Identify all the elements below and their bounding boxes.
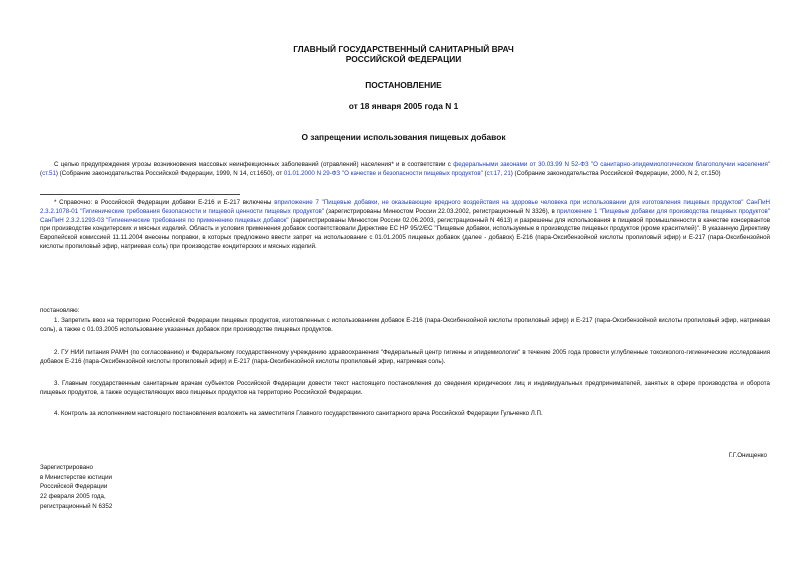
item-4: 4. Контроль за исполнением настоящего постановления возложить на заместителя Главного государственного санитарного врача Российской Федерации Гульченко Л.П. (54, 410, 543, 417)
item-2: 2. ГУ НИИ питания РАМН (по согласованию) и Федеральному государственному учреждению здравоохранения "Федеральный центр гигиены и эпидемиологии" в течение 2005 года провести углубленные токсиколого-гигиенические исследования добавок Е-216 (пара-Оксибензойной кислоты пропиловый эфир) и Е-217 (пара-Оксибензойной кислоты пропиловый эфир, натриевая соль). (40, 349, 770, 365)
document-title: О запрещении использования пищевых добавок (301, 132, 506, 142)
registration-line: 22 февраля 2005 года, (40, 493, 106, 501)
registration-line: Российской Федерации (40, 483, 108, 491)
footnote-text: (зарегистрированы Минюстом России 02.06.2003, регистрационный N 4613) и разрешены для использования в пищевой промышленности в качестве консервантов при производстве кондитерских и мясных изделий. Область и условия применения добавок соответствовали Директиве ЕС НР 95/2/ЕС "Пищевые добавки, используемые в производстве пищевых продуктов (кроме красителей)". В указанную Директиву Европейской комиссией 11.11.2004 внесены поправки, в которых предложено ввести запрет на использование с 01.01.2005 пищевых добавок (далее - добавок) Е-216 (пара-Оксибензойной кислоты пропиловый эфир) и Е-217 (пара-Оксибензойной кислоты пропиловый эфир, натриевая соль) при производстве кондитерских и мясных изделий. (40, 216, 770, 250)
law-29fz-link[interactable]: 01.01.2000 N 29-ФЗ "О качестве и безопасности пищевых продуктов" (283, 169, 483, 177)
appendix-7-link[interactable]: вприложение 7 "Пищевые добавки, не оказывающие вредного воздействия на здоровье человека при использовании для изготовления пищевых продуктов" СанПиН 2.3.2.1078-01 "Гигиенические требования безопасности и пищевой ценности пищевых продуктов" (40, 199, 770, 215)
issuer-heading (0, 44, 807, 64)
item-1: 1. Запретить ввоз на территорию Российской Федерации пищевых продуктов, изготовленных с использованием добавок Е-216 (пара-Оксибензойной кислоты пропиловый эфир) и Е-217 (пара-Оксибензойной кислоты пропиловый эфир, натриевая соль), а также с 01.03.2005 использование указанных добавок при производстве пищевых продуктов. (40, 317, 770, 333)
appendix-1-link[interactable]: приложение 1 "Пищевые добавки для производства пищевых продуктов" СанПиН 2.3.2.1293-03 "Гигиенические требования по применению пищевых добавок" (40, 207, 770, 224)
document-type: ПОСТАНОВЛЕНИЕ (365, 80, 442, 90)
law-52fz-link[interactable]: федеральными законами от 30.03.99 N 52-ФЗ "О санитарно-эпидемиологическом благополучии населения" (453, 161, 771, 168)
item-3: 3. Главным государственным санитарным врачам субъектов Российской Федерации довести текст настоящего постановления до сведения юридических лиц и индивидуальных предпринимателей, занятых в сфере производства и оборота пищевых продуктов, а также осуществляющих ввоз пищевых продуктов на территорию Российской Федерации. (40, 380, 770, 396)
registration-line: в Министерстве юстиции (40, 473, 113, 481)
document-date-number: от 18 января 2005 года N 1 (348, 101, 459, 111)
registration-block (40, 463, 112, 512)
footnote-text: (зарегистрированы Минюстом России 22.03.2002, регистрационный N 3326), в (324, 207, 557, 215)
issuer-line-1: ГЛАВНЫЙ ГОСУДАРСТВЕННЫЙ САНИТАРНЫЙ ВРАЧ (293, 44, 514, 54)
preamble-text: С целью предупреждения угрозы возникновения массовых неинфекционных заболеваний (отравлений) населения* и в соответствии с (54, 161, 454, 168)
footnote-divider (40, 194, 240, 195)
preamble-paragraph (40, 161, 770, 179)
footnote-text: * Справочно: в Российской Федерации добавки Е-216 и Е-217 включены (54, 199, 275, 206)
issuer-line-2: РОССИЙСКОЙ ФЕДЕРАЦИИ (345, 54, 462, 64)
preamble-text: ( (40, 169, 43, 177)
preamble-text: ) (Собрание законодательства Российской Федерации, 2000, N 2, ст.150) (510, 169, 721, 177)
preamble-text: ( (482, 169, 487, 177)
preamble-text: ) (Собрание законодательства Российской Федерации, 1999, N 14, ст.1650), от (55, 169, 284, 177)
signature: Г.Г.Онищенко (728, 452, 767, 459)
resolve-word: постановляю: (40, 307, 80, 314)
registration-line: регистрационный N 6352 (40, 502, 113, 510)
footnote-paragraph (40, 199, 770, 252)
registration-line: Зарегистрировано (40, 464, 93, 471)
articles-17-21-link[interactable]: ст.17, 21 (486, 169, 511, 177)
article-51-link[interactable]: ст.51 (42, 169, 56, 177)
